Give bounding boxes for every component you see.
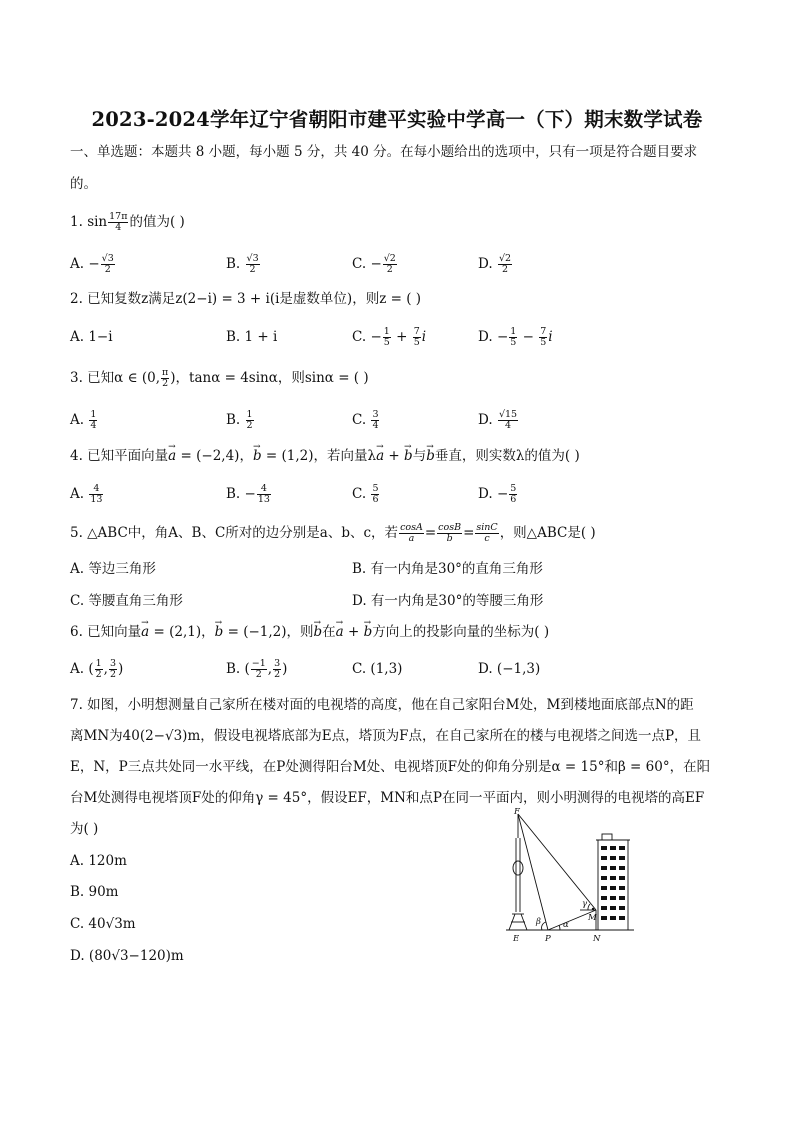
question-7-line4: 台M处测得电视塔顶F处的仰角γ = 45°，假设EF，MN和点P在同一平面内，则小明测得的电视塔的高EF <box>70 790 705 806</box>
question-1-stem: 1. sin $\frac{17\pi}{4}$ 的值为( ) <box>70 211 185 233</box>
q5-option-b[interactable]: B. 有一内角是30°的直角三角形 <box>352 561 543 577</box>
question-3-stem: 3. 已知α ∈ (0, $\frac{\pi}{2}$ )，tanα = 4sinα，则sinα = ( ) <box>70 367 369 389</box>
q1-option-a[interactable]: A. − $\frac{√3}{2}$ <box>70 253 114 275</box>
q4-option-b[interactable]: B. − $\frac{4}{13}$ <box>226 483 270 505</box>
question-7-line2: 离MN为40(2−√3)m，假设电视塔底部为E点，塔顶为F点，在自己家所在的楼与电视塔之间选一点P，且 <box>70 728 702 744</box>
angle-beta-arc <box>542 922 546 930</box>
tv-tower-figure <box>500 808 640 948</box>
point-M-dot <box>592 908 594 910</box>
q6-option-c[interactable]: C. (1,3) <box>352 661 403 677</box>
q1-option-b[interactable]: B. $\frac{√3}{2}$ <box>226 253 259 275</box>
q4-option-c[interactable]: C. $\frac{5}{6}$ <box>352 483 379 505</box>
question-6-stem: 6. 已知向量→ a = (2,1)，→ b = (−1,2)，则→ b在→ a + → b方向上的投影向量的坐标为( ) <box>70 622 549 642</box>
label-N: N <box>593 934 601 944</box>
q3-option-c[interactable]: C. $\frac{3}{4}$ <box>352 409 379 431</box>
q4-option-d[interactable]: D. − $\frac{5}{6}$ <box>478 483 517 505</box>
q5-option-d[interactable]: D. 有一内角是30°的等腰三角形 <box>352 593 544 609</box>
q2-option-c[interactable]: C. − $\frac{1}{5}$ + $\frac{7}{5}$ i <box>352 326 427 348</box>
q3-option-d[interactable]: D. $\frac{√15}{4}$ <box>478 409 518 431</box>
q6-option-d[interactable]: D. (−1,3) <box>478 661 541 677</box>
q6-option-a[interactable]: A. ( $\frac{1}{2}$ , $\frac{3}{2}$ ) <box>70 658 124 680</box>
label-gamma: γ <box>582 899 588 909</box>
q6-option-b[interactable]: B. ( $\frac{-1}{2}$ , $\frac{3}{2}$ ) <box>226 658 288 680</box>
q4-option-a[interactable]: A. $\frac{4}{13}$ <box>70 483 103 505</box>
q5-option-c[interactable]: C. 等腰直角三角形 <box>70 593 183 609</box>
label-M: M <box>588 913 597 923</box>
q7-option-d[interactable]: D. (80√3−120)m <box>70 948 184 964</box>
line-FM <box>518 814 596 910</box>
question-7-line1: 7. 如图，小明想测量自己家所在楼对面的电视塔的高度，他在自己家阳台M处，M到楼地面底部点N的距 <box>70 697 694 713</box>
fraction: $\frac{17\pi}{4}$ <box>109 211 128 233</box>
question-5-stem: 5. △ABC中，角A、B、C所对的边分别是a、b、c，若 $\frac{\cos A}{a}$ = $\frac{\cos B}{b}$ = $\frac{\sin C}{c}$ ，则△ABC是( ) <box>70 522 596 544</box>
angle-gamma-arc <box>588 904 590 910</box>
q2-option-b[interactable]: B. 1 + i <box>226 329 278 345</box>
label-F: F <box>514 808 520 817</box>
q7-option-a[interactable]: A. 120m <box>70 853 127 869</box>
building-windows <box>592 846 625 920</box>
question-7-line3: E，N，P三点共处同一水平线，在P处测得阳台M处、电视塔顶F处的仰角分别是α = 15°和β = 60°，在阳 <box>70 759 711 775</box>
label-beta: β <box>536 917 541 927</box>
label-P: P <box>545 934 551 944</box>
q3-option-b[interactable]: B. $\frac{1}{2}$ <box>226 409 253 431</box>
q2-option-d[interactable]: D. − $\frac{1}{5}$ − $\frac{7}{5}$ i <box>478 326 553 348</box>
angle-alpha-arc <box>559 925 560 930</box>
q7-option-c[interactable]: C. 40√3m <box>70 916 136 932</box>
q2-option-a[interactable]: A. 1−i <box>70 329 113 345</box>
section-header-line1: 一、单选题：本题共 8 小题，每小题 5 分，共 40 分。在每小题给出的选项中，只有一项是符合题目要求 <box>70 144 698 160</box>
question-4-stem: 4. 已知平面向量→ a = (−2,4)，→ b = (1,2)，若向量λ→ a + → b与→ b垂直，则实数λ的值为( ) <box>70 446 580 466</box>
question-2-stem: 2. 已知复数z满足z(2−i) = 3 + i(i是虚数单位)，则z = ( ) <box>70 291 422 307</box>
q5-option-a[interactable]: A. 等边三角形 <box>70 561 156 577</box>
question-7-line5: 为( ) <box>70 821 99 837</box>
page-title: 2023-2024学年辽宁省朝阳市建平实验中学高一（下）期末数学试卷 <box>91 108 703 131</box>
q3-option-a[interactable]: A. $\frac{1}{4}$ <box>70 409 97 431</box>
q7-option-b[interactable]: B. 90m <box>70 884 119 900</box>
q1-option-c[interactable]: C. − $\frac{√2}{2}$ <box>352 253 396 275</box>
label-alpha: α <box>563 920 569 930</box>
section-header-line2: 的。 <box>70 176 97 192</box>
q1-option-d[interactable]: D. $\frac{√2}{2}$ <box>478 253 512 275</box>
label-E: E <box>513 934 520 944</box>
tv-tower-icon <box>506 814 530 930</box>
